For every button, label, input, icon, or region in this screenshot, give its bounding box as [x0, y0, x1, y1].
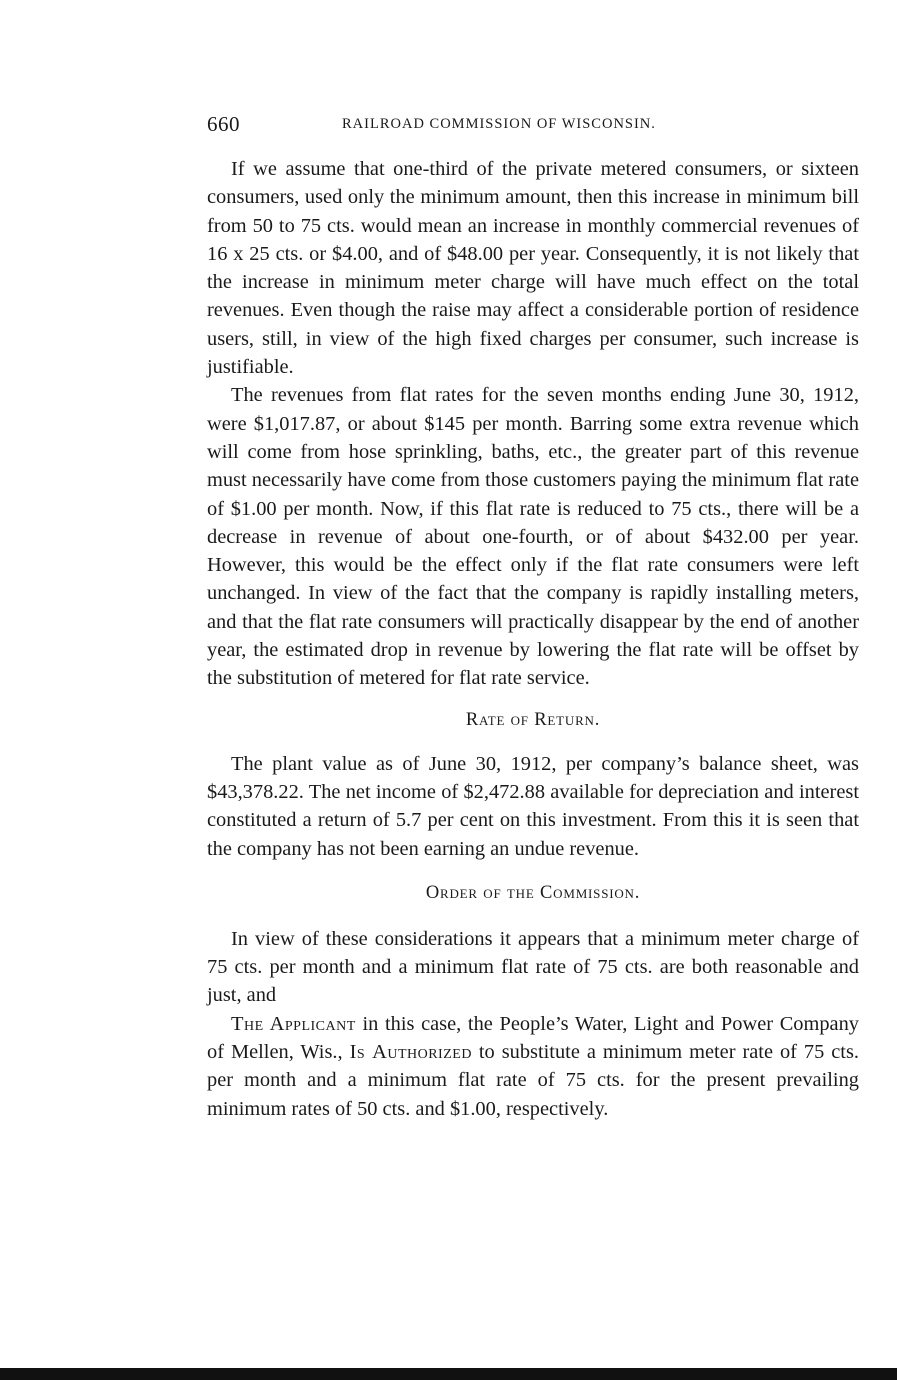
running-head: RAILROAD COMMISSION OF WISCONSIN. — [342, 116, 656, 132]
heading-rate-of-return: Rate of Return. — [465, 709, 601, 730]
page-number: 660 — [207, 112, 240, 136]
paragraph-plant-value: The plant value as of June 30, 1912, per company’s balance sheet, was $43,378.22. The net income of $2,472.88 available for depreciation and interest constituted a return of 5.7 per cent on this investment. From this it is seen that the company has not been earning an undue revenue. — [207, 752, 859, 860]
paragraph-considerations: In view of these considerations it appears that a minimum meter charge of 75 cts. per month and a minimum flat rate of 75 cts. are both reasonable and just, and — [207, 927, 859, 1007]
order-authorized: Authorized — [372, 1041, 472, 1064]
scan-bottom-edge — [0, 1368, 897, 1380]
applicant-lead: The Applicant — [231, 1012, 356, 1035]
paragraph-minimum-bill: If we assume that one-third of the private metered consumers, or sixteen consumers, used only the minimum amount, then this increase in minimum bill from 50 to 75 cts. would mean an increase in monthly commercial revenues of 16 x 25 cts. or $4.00, and of $48.00 per year. Consequently, it is not likely that the increase in minimum meter charge will have much effect on the total revenues. Even though the raise may affect a considerable portion of residence users, still, in view of the high fixed charges per consumer, such increase is justifiable. — [207, 158, 859, 379]
order-is: Is — [349, 1041, 366, 1064]
body-text — [207, 155, 859, 1123]
paragraph-order — [207, 1010, 859, 1123]
page-header — [207, 112, 859, 140]
order-text-part2: to substitute a minimum meter rate of 75 cts. per month and a minimum flat rate of 75 cts. for the present prevailing minimum rates of 50 cts. and $1.00, respectively. — [207, 1041, 859, 1120]
heading-order-of-commission: Order of the Commission. — [425, 882, 641, 903]
paragraph-flat-rates: The revenues from flat rates for the seven months ending June 30, 1912, were $1,017.87, or about $145 per month. Barring some extra revenue which will come from hose sprinkling, baths, etc., the greater part of this revenue must necessarily have come from those customers paying the minimum flat rate of $1.00 per month. Now, if this flat rate is reduced to 75 cts., there will be a decrease in revenue of about one-fourth, or of about $432.00 per year. However, this would be the effect only if the flat rate consumers were left unchanged. In view of the fact that the company is rapidly installing meters, and that the flat rate consumers will practically disappear by the end of another year, the estimated drop in revenue by lowering the flat rate will be offset by the substitution of metered for flat rate service. — [207, 384, 859, 690]
order-text-part1: in this case, the People’s Water, Light and Power Company of Mellen, Wis., — [207, 1012, 859, 1064]
